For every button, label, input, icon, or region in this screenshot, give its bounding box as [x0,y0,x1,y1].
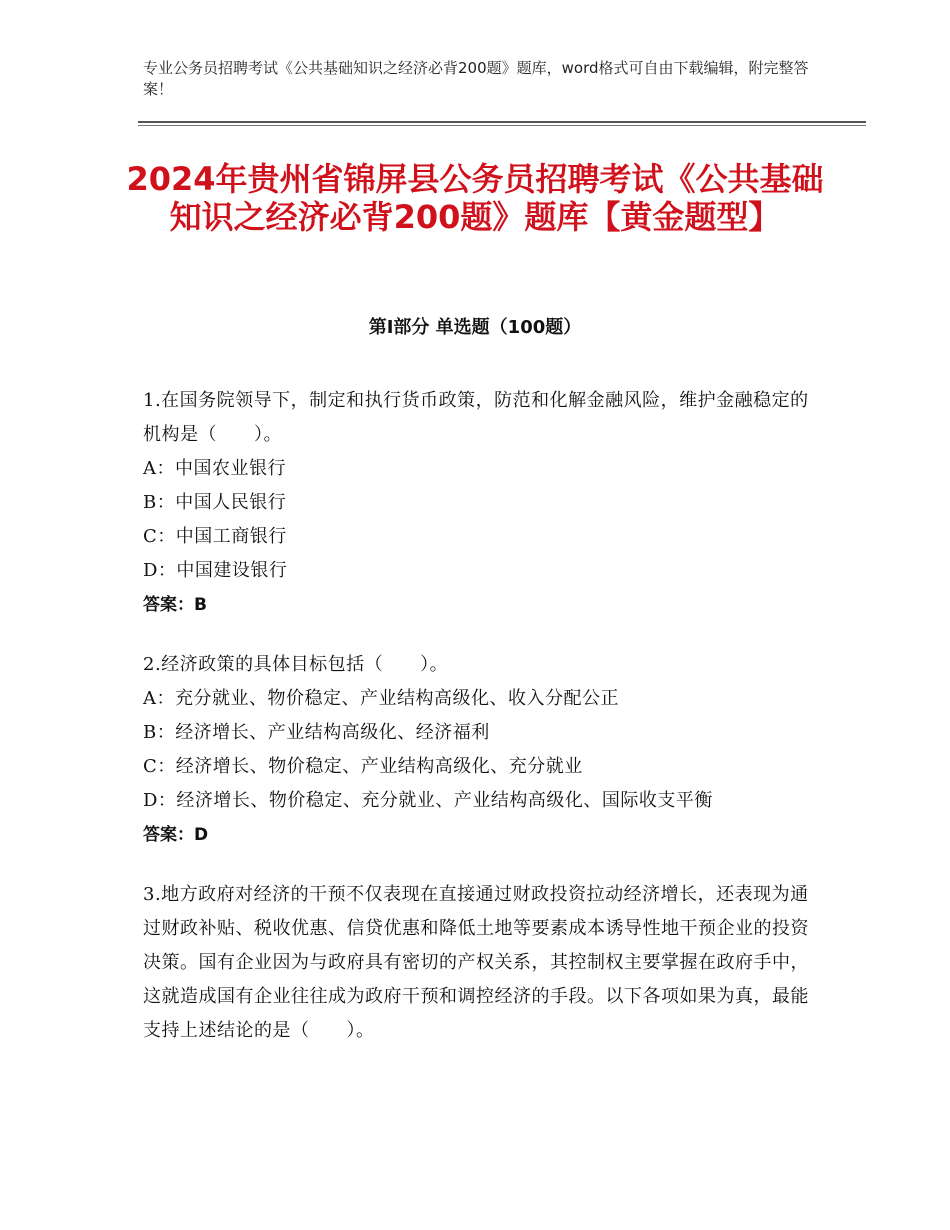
question-stem: 2.经济政策的具体目标包括（ ）。 [143,654,449,675]
section-heading: 第Ⅰ部分 单选题（100题） [368,317,582,338]
question-1 [143,384,818,622]
option-b: B：经济增长、产业结构高级化、经济福利 [143,722,490,743]
question-list [143,384,818,1074]
answer-line: 答案：B [143,595,207,615]
option-b: B：中国人民银行 [143,492,287,513]
document-title: 2024年贵州省锦屏县公务员招聘考试《公共基础知识之经济必背200题》题库【黄金题型】 [126,160,824,236]
header-note: 专业公务员招聘考试《公共基础知识之经济必背200题》题库，word格式可自由下载编辑，附完整答案！ [143,59,809,98]
question-stem: 1.在国务院领导下，制定和执行货币政策，防范和化解金融风险，维护金融稳定的机构是（ ）。 [143,390,809,445]
question-2 [143,648,818,852]
answer-line: 答案：D [143,825,209,845]
header-divider-thin [138,125,866,126]
option-c: C：中国工商银行 [143,526,287,547]
option-d: D：经济增长、物价稳定、充分就业、产业结构高级化、国际收支平衡 [143,790,713,811]
header-divider-thick [138,121,866,123]
option-a: A：中国农业银行 [143,458,286,479]
option-d: D：中国建设银行 [143,560,288,581]
option-a: A：充分就业、物价稳定、产业结构高级化、收入分配公正 [143,688,619,709]
question-3 [143,878,818,1048]
question-stem: 3.地方政府对经济的干预不仅表现在直接通过财政投资拉动经济增长，还表现为通过财政补贴、税收优惠、信贷优惠和降低土地等要素成本诱导性地干预企业的投资决策。国有企业因为与政府具有密切的产权关系，其控制权主要掌握在政府手中，这就造成国有企业往往成为政府干预和调控经济的手段。以下各项如果为真，最能支持上述结论的是（ ）。 [143,884,809,1041]
option-c: C：经济增长、物价稳定、产业结构高级化、充分就业 [143,756,583,777]
